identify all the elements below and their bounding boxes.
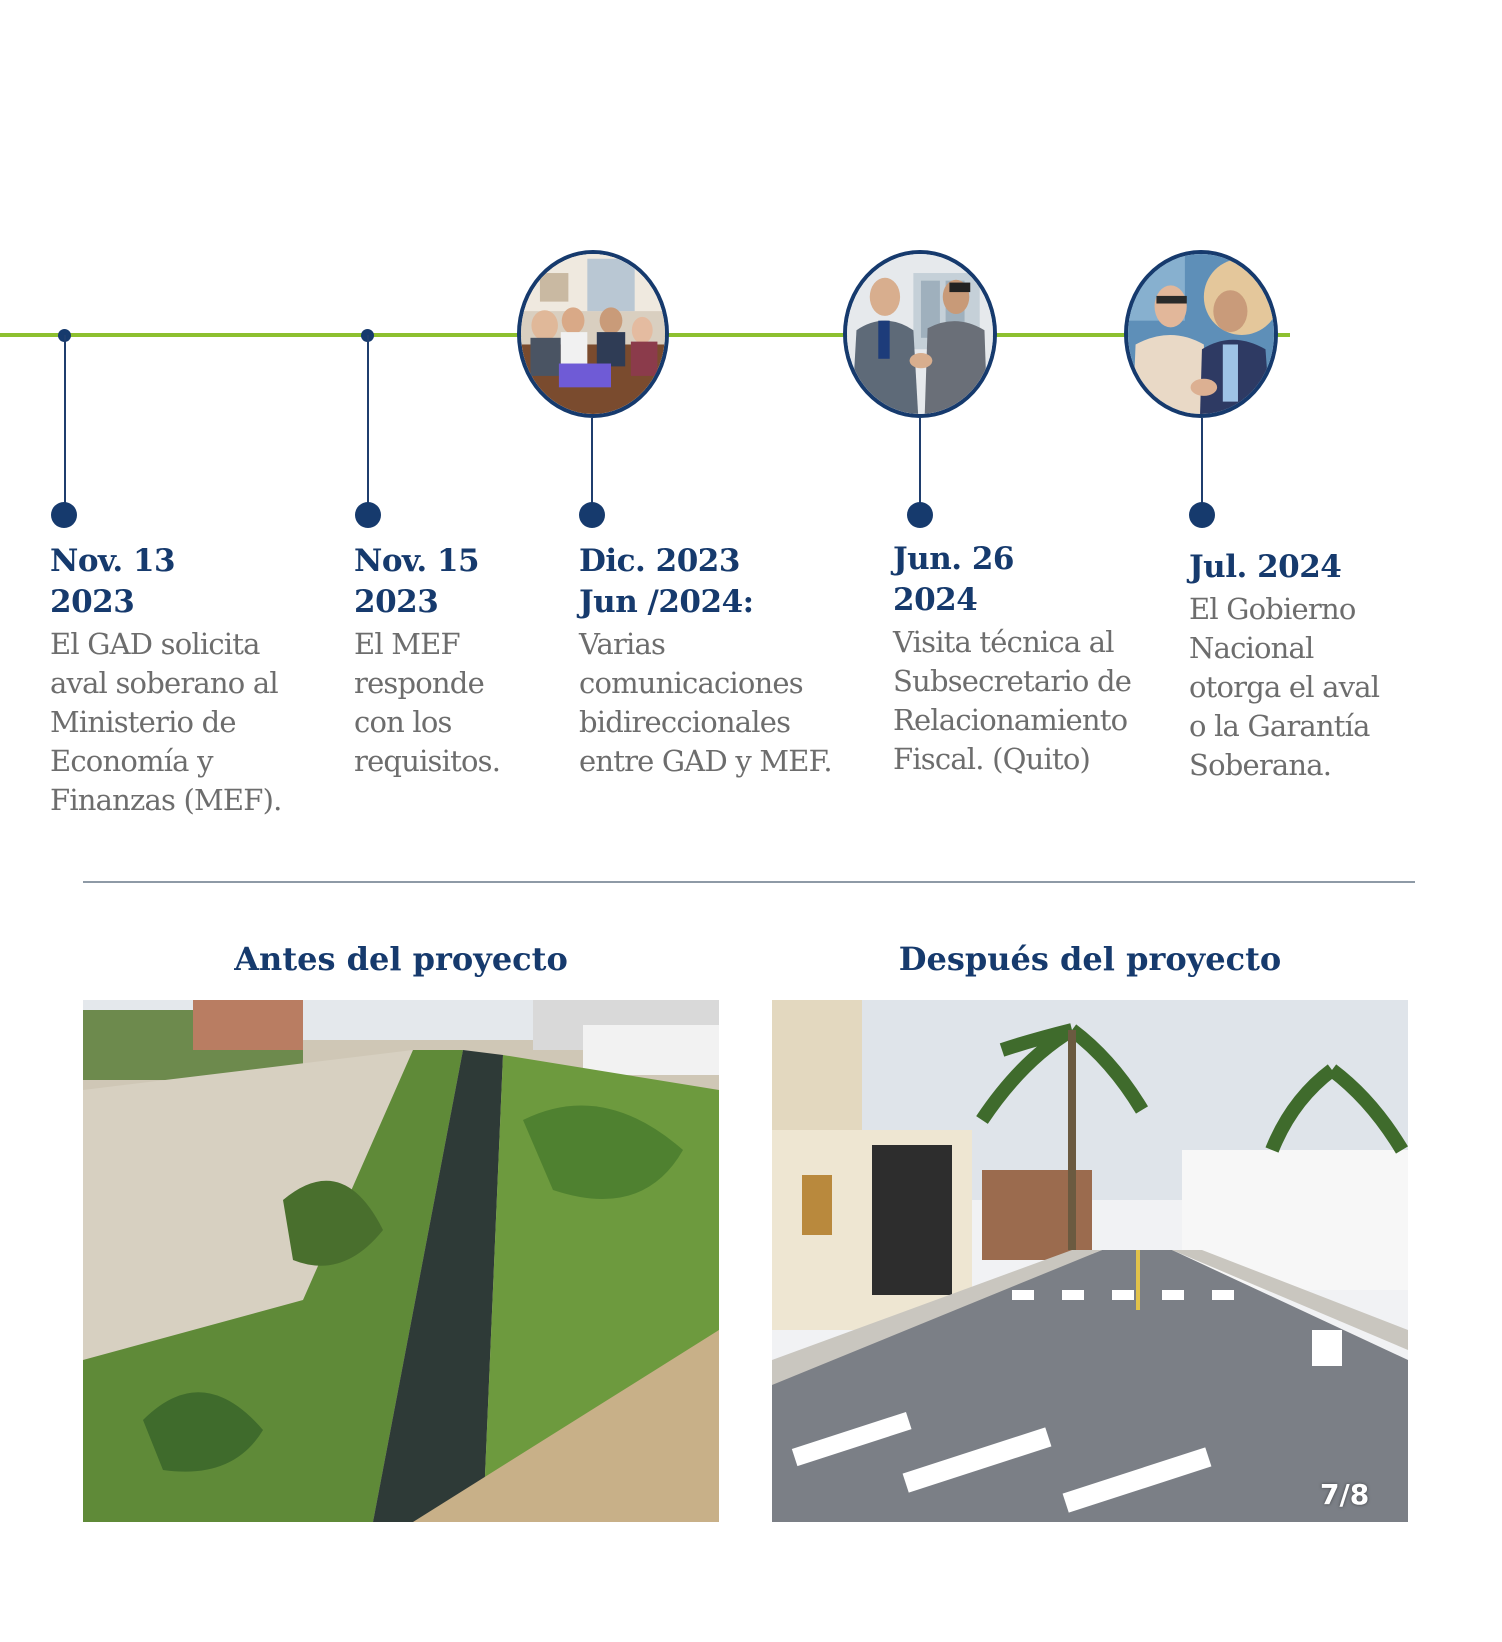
- event-date: Jul. 2024: [1189, 549, 1342, 585]
- timeline-stem-1: [64, 335, 66, 515]
- event-date: Dic. 2023 Jun /2024:: [579, 543, 754, 620]
- section-divider: [83, 881, 1415, 883]
- timeline-marker-4: [907, 502, 933, 528]
- event-description: El Gobierno Nacional otorga el aval o la Garantía Soberana.: [1189, 592, 1380, 782]
- timeline-stem-4: [919, 418, 921, 515]
- timeline-event-3: [579, 541, 879, 781]
- timeline-event-1: [50, 541, 330, 820]
- event-description: El GAD solicita aval soberano al Ministerio de Economía y Finanzas (MEF).: [50, 627, 282, 817]
- before-caption: Antes del proyecto: [234, 940, 568, 978]
- meeting-photo: [517, 250, 669, 418]
- handshake-photo: [843, 250, 997, 418]
- event-date: Nov. 13 2023: [50, 543, 176, 620]
- timeline-stem-5: [1201, 418, 1203, 515]
- before-project-photo: [83, 1000, 719, 1522]
- event-date: Nov. 15 2023: [354, 543, 480, 620]
- timeline-event-2: [354, 541, 554, 781]
- timeline-marker-2: [355, 502, 381, 528]
- event-description: Visita técnica al Subsecretario de Relacionamiento Fiscal. (Quito): [893, 625, 1132, 776]
- timeline-stem-3: [591, 418, 593, 515]
- timeline-event-5: [1189, 547, 1429, 785]
- officials-handshake-photo: [1124, 250, 1278, 418]
- timeline-marker-5: [1189, 502, 1215, 528]
- page-number: 7/8: [1320, 1478, 1370, 1511]
- timeline-event-4: [893, 539, 1183, 779]
- timeline-marker-3: [579, 502, 605, 528]
- after-project-photo: [772, 1000, 1408, 1522]
- event-description: Varias comunicaciones bidireccionales entre GAD y MEF.: [579, 627, 832, 778]
- event-description: El MEF responde con los requisitos.: [354, 627, 501, 778]
- event-date: Jun. 26 2024: [893, 541, 1014, 618]
- timeline-stem-2: [367, 335, 369, 515]
- timeline-marker-1: [51, 502, 77, 528]
- after-caption: Después del proyecto: [898, 940, 1282, 978]
